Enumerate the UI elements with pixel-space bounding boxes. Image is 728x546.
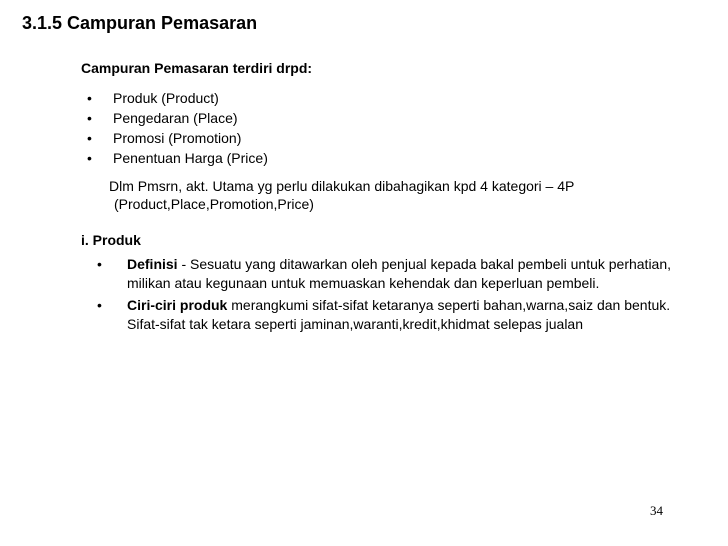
term-description: merangkumi sifat-sifat ketaranya seperti bahan,warna,saiz dan bentuk. Sifat-sifat tak ketara seperti jaminan,waranti,kredit,khidmat selepas jualan — [127, 297, 671, 332]
bullet-icon: • — [97, 297, 102, 313]
term-description: - Sesuatu yang ditawarkan oleh penjual kepada bakal pembeli untuk perhatian, milikan atau kegunaan untuk memuaskan kehendak dan keperluan pembeli. — [127, 256, 672, 291]
bullet-icon: • — [87, 130, 92, 146]
list-item-text: Pengedaran (Place) — [113, 110, 238, 126]
summary-note-line-2: (Product,Place,Promotion,Price) — [114, 196, 314, 212]
bullet-icon: • — [87, 90, 92, 106]
list-item-text: Promosi (Promotion) — [113, 130, 242, 146]
bullet-icon: • — [87, 150, 92, 166]
section-heading: i. Produk — [81, 232, 141, 248]
list-item-text: Penentuan Harga (Price) — [113, 150, 268, 166]
list-item — [87, 88, 707, 108]
list-item — [97, 255, 702, 293]
intro-text: Campuran Pemasaran terdiri drpd: — [81, 60, 313, 76]
page-number: 34 — [650, 503, 663, 518]
summary-note-line-1: Dlm Pmsrn, akt. Utama yg perlu dilakukan dibahagikan kpd 4 kategori – 4P — [109, 178, 575, 194]
list-item — [87, 128, 707, 148]
term-label: Definisi — [127, 256, 178, 272]
list-item — [87, 148, 707, 168]
bullet-icon: • — [87, 110, 92, 126]
slide-title: 3.1.5 Campuran Pemasaran — [22, 13, 258, 33]
bullet-icon: • — [97, 256, 102, 272]
product-definition-list — [97, 255, 702, 337]
list-item-text: Produk (Product) — [113, 90, 219, 106]
term-label: Ciri-ciri produk — [127, 297, 228, 313]
list-item — [87, 108, 707, 128]
list-item — [97, 296, 702, 334]
summary-note — [109, 177, 679, 213]
marketing-mix-list — [87, 88, 707, 168]
